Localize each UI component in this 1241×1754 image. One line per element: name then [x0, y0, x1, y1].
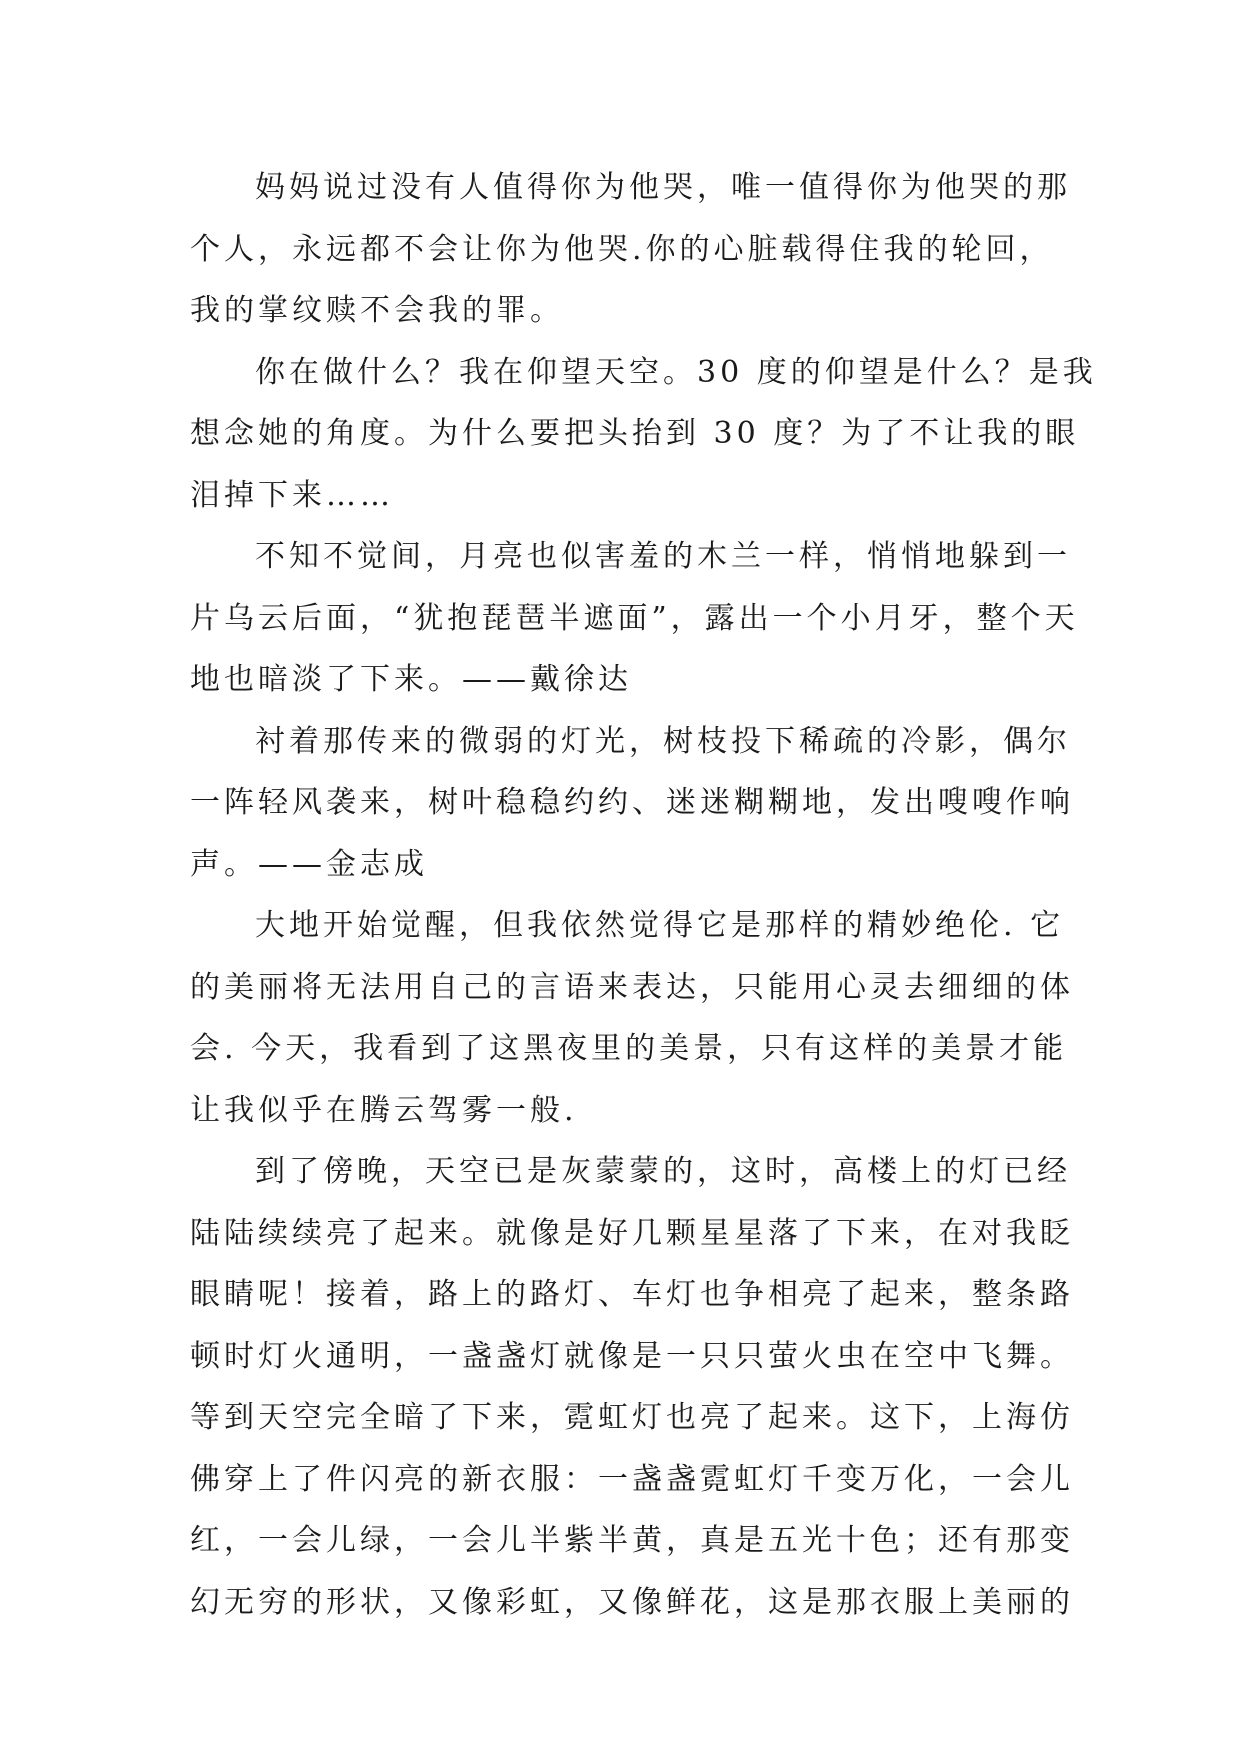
text-line: 声。——金志成: [190, 846, 428, 882]
text-line: 你在做什么？我在仰望天空。30 度的仰望是什么？是我: [255, 354, 1097, 390]
text-line: 顿时灯火通明，一盏盏灯就像是一只只萤火虫在空中飞舞。: [190, 1338, 1074, 1374]
text-line: 幻无穷的形状，又像彩虹，又像鲜花，这是那衣服上美丽的: [190, 1584, 1074, 1620]
text-line: 不知不觉间，月亮也似害羞的木兰一样，悄悄地躲到一: [255, 539, 1071, 574]
text-line: 泪掉下来……: [190, 477, 394, 513]
text-line: 地也暗淡了下来。——戴徐达: [190, 662, 632, 697]
text-line: 佛穿上了件闪亮的新衣服：一盏盏霓虹灯千变万化，一会儿: [190, 1461, 1074, 1497]
text-line: 陆陆续续亮了起来。就像是好几颗星星落了下来，在对我眨: [190, 1215, 1074, 1251]
text-line: 红，一会儿绿，一会儿半紫半黄，真是五光十色；还有那变: [190, 1523, 1074, 1558]
text-line: 眼睛呢！接着，路上的路灯、车灯也争相亮了起来，整条路: [190, 1277, 1074, 1312]
text-line: 的美丽将无法用自己的言语来表达，只能用心灵去细细的体: [190, 969, 1074, 1005]
text-line: 妈妈说过没有人值得你为他哭，唯一值得你为他哭的那: [255, 170, 1071, 205]
text-line: 大地开始觉醒，但我依然觉得它是那样的精妙绝伦. 它: [255, 908, 1065, 943]
text-line: 等到天空完全暗了下来，霓虹灯也亮了起来。这下，上海仿: [190, 1400, 1074, 1435]
text-line: 个人，永远都不会让你为他哭.你的心脏载得住我的轮回，: [190, 231, 1054, 267]
text-line: 想念她的角度。为什么要把头抬到 30 度？为了不让我的眼: [190, 416, 1080, 451]
body-text: [190, 157, 1097, 1633]
text-line: 会. 今天，我看到了这黑夜里的美景，只有这样的美景才能: [190, 1031, 1068, 1066]
text-line: 让我似乎在腾云驾雾一般.: [190, 1092, 578, 1128]
text-line: 一阵轻风袭来，树叶稳稳约约、迷迷糊糊地，发出嗖嗖作响: [190, 785, 1074, 820]
text-line: 衬着那传来的微弱的灯光，树枝投下稀疏的冷影，偶尔: [255, 723, 1071, 759]
text-line: 到了傍晚，天空已是灰蒙蒙的，这时，高楼上的灯已经: [255, 1154, 1071, 1189]
text-line: 我的掌纹赎不会我的罪。: [190, 293, 564, 328]
text-line: 片乌云后面，“犹抱琵琶半遮面”，露出一个小月牙，整个天: [190, 600, 1079, 636]
